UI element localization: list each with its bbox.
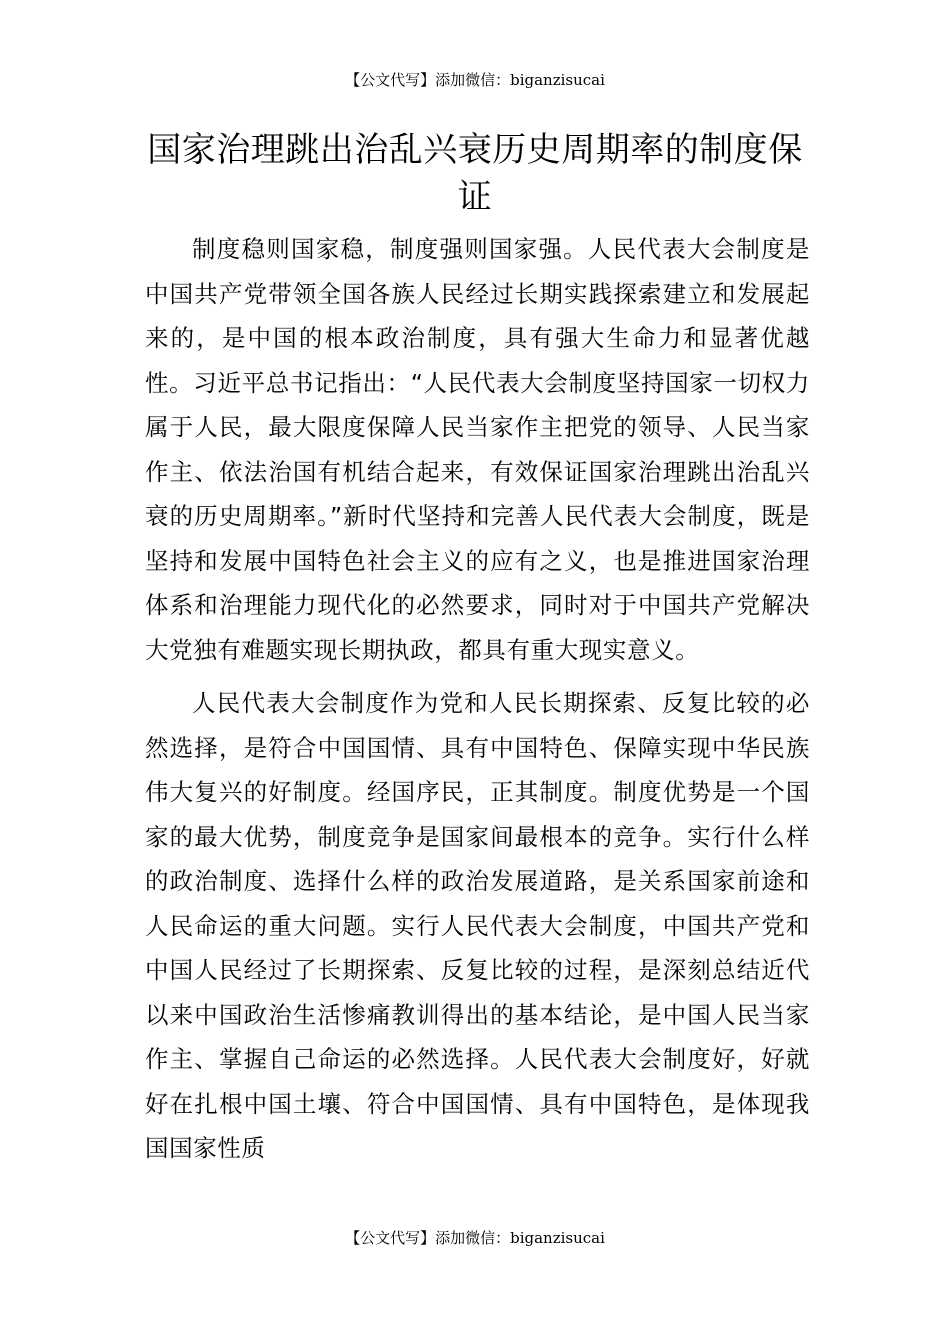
footer-watermark-note: 【公文代写】添加微信：biganzisucai bbox=[345, 1229, 605, 1247]
article-body bbox=[145, 227, 810, 1171]
header-watermark-note: 【公文代写】添加微信：biganzisucai bbox=[345, 71, 605, 89]
paragraph-2: 人民代表大会制度作为党和人民长期探索、反复比较的必然选择，是符合中国国情、具有中国特色、保障实现中华民族伟大复兴的好制度。经国序民，正其制度。制度优势是一个国家的最大优势，制度竞争是国家间最根本的竞争。实行什么样的政治制度、选择什么样的政治发展道路，是关系国家前途和人民命运的重大问题。实行人民代表大会制度，中国共产党和中国人民经过了长期探索、反复比较的过程，是深刻总结近代以来中国政治生活惨痛教训得出的基本结论，是中国人民当家作主、掌握自己命运的必然选择。人民代表大会制度好，好就好在扎根中国土壤、符合中国国情、具有中国特色，是体现我国国家性质 bbox=[145, 689, 810, 1162]
paragraph-1: 制度稳则国家稳，制度强则国家强。人民代表大会制度是中国共产党带领全国各族人民经过长期实践探索建立和发展起来的，是中国的根本政治制度，具有强大生命力和显著优越性。习近平总书记指出：“人民代表大会制度坚持国家一切权力属于人民，最大限度保障人民当家作主把党的领导、人民当家作主、依法治国有机结合起来，有效保证国家治理跳出治乱兴衰的历史周期率。”新时代坚持和完善人民代表大会制度，既是坚持和发展中国特色社会主义的应有之义，也是推进国家治理体系和治理能力现代化的必然要求，同时对于中国共产党解决大党独有难题实现长期执政，都具有重大现实意义。 bbox=[145, 235, 810, 664]
page-title: 国家治理跳出治乱兴衰历史周期率的制度保证 bbox=[147, 130, 803, 217]
